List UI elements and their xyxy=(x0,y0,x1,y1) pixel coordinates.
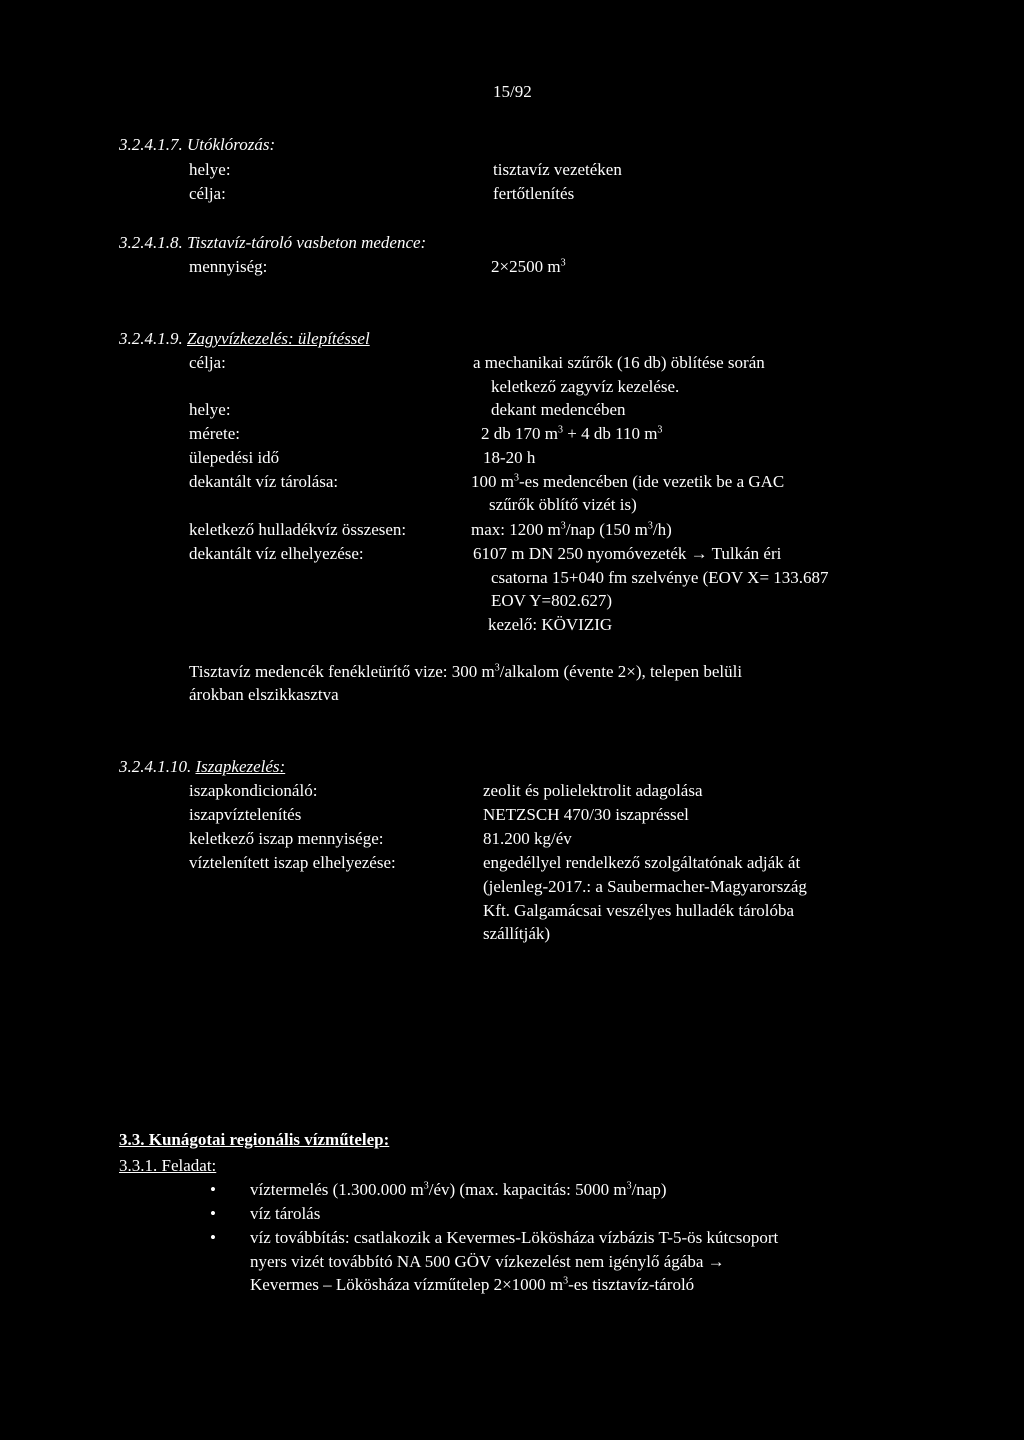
label-hulladekviz: keletkező hulladékvíz összesen: xyxy=(189,520,407,539)
value-iszap-elhelyezese-2: (jelenleg-2017.: a Saubermacher-Magyarország xyxy=(483,877,807,896)
value-ulepedesi-ido: 18-20 h xyxy=(483,448,536,467)
label-dekantalt-tarolas: dekantált víz tárolása: xyxy=(189,472,339,491)
value-iszapkondicionalo: zeolit és polielektrolit adagolása xyxy=(483,781,703,800)
list-item-viz-tovabbitas-1: víz továbbítás: csatlakozik a Kevermes-Lökösháza vízbázis T-5-ös kútcsoport xyxy=(250,1228,779,1247)
label-iszap-mennyisege: keletkező iszap mennyisége: xyxy=(189,829,384,848)
value-hulladekviz: max: 1200 $m^3$/nap (150 $m^3/h$) xyxy=(471,520,672,539)
value-celja: fertőtlenítés xyxy=(493,184,575,203)
label-helye: helye: xyxy=(189,160,231,179)
label-iszap-elhelyezese: víztelenített iszap elhelyezése: xyxy=(189,853,396,872)
value-dekantalt-tarolas-1: 100 $m^3-es$ medencében (ide vezetik be a GAC xyxy=(471,472,785,491)
page-number: 15/92 xyxy=(493,82,532,101)
value-elhelyezes-3: EOV Y=802.627) xyxy=(491,591,613,610)
label-mennyiseg: mennyiség: xyxy=(189,257,268,276)
label-zagy-helye: helye: xyxy=(189,400,231,419)
value-zagy-helye: dekant medencében xyxy=(491,400,626,419)
label-merete: mérete: xyxy=(189,424,240,443)
label-ulepedesi-ido: ülepedési idő xyxy=(189,448,280,467)
value-iszap-mennyisege: 81.200 kg/év xyxy=(483,829,572,848)
value-mennyiseg: 2×2500 $m^3$ xyxy=(491,257,566,276)
list-item-viz-tovabbitas-2: nyers vizét továbbító NA 500 GÖV vízkezelést nem igénylő ágába → xyxy=(250,1252,725,1271)
paragraph-fenekleurito-1: Tisztavíz medencék fenékleürítő vize: 300 $m^3$/alkalom (évente 2×), telepen belüli xyxy=(189,662,743,681)
value-iszap-elhelyezese-3: Kft. Galgamácsai veszélyes hulladék tárolóba xyxy=(483,901,795,920)
value-zagy-celja-2: keletkező zagyvíz kezelése. xyxy=(491,377,680,396)
paragraph-fenekleurito-2: árokban elszikkasztva xyxy=(189,685,339,704)
subheading-feladat: 3.3.1. Feladat: xyxy=(119,1156,217,1175)
label-celja: célja: xyxy=(189,184,226,203)
bullet-icon: • xyxy=(210,1204,216,1223)
value-merete: 2 db 170 $m^3 + 4$ db 110 $m^3$ xyxy=(481,424,663,443)
section-heading-zagyvizkezeles: 3.2.4.1.9. Zagyvízkezelés: ülepítéssel xyxy=(119,329,370,348)
value-elhelyezes-1: 6107 m DN 250 nyomóvezeték → Tulkán éri xyxy=(473,544,782,563)
value-iszapviztelenites: NETZSCH 470/30 iszapréssel xyxy=(483,805,689,824)
section-heading-tisztaviz-tarolo: 3.2.4.1.8. Tisztavíz-tároló vasbeton medence: xyxy=(119,233,427,252)
bullet-icon: • xyxy=(210,1228,216,1247)
label-iszapkondicionalo: iszapkondicionáló: xyxy=(189,781,318,800)
section-heading-kunagotai: 3.3. Kunágotai regionális vízműtelep: xyxy=(119,1130,390,1149)
label-zagy-celja: célja: xyxy=(189,353,226,372)
list-item-viztermeles: víztermelés (1.300.000 $m^3/év$) (max. kapacitás: 5000 $m^3/nap$) xyxy=(250,1180,667,1199)
list-item-viz-tovabbitas-3: Kevermes – Lökösháza vízműtelep 2×1000 $m^3-es$ tisztavíz-tároló xyxy=(250,1275,695,1294)
section-heading-utoklorozas: 3.2.4.1.7. Utóklórozás: xyxy=(119,135,276,154)
label-dekantalt-elhelyezes: dekantált víz elhelyezése: xyxy=(189,544,364,563)
section-heading-iszapkezeles: 3.2.4.1.10. Iszapkezelés: xyxy=(119,757,286,776)
value-elhelyezes-2: csatorna 15+040 fm szelvénye (EOV X= 133.687 xyxy=(491,568,829,587)
bullet-icon: • xyxy=(210,1180,216,1199)
value-helye: tisztavíz vezetéken xyxy=(493,160,622,179)
value-dekantalt-tarolas-2: szűrők öblítő vizét is) xyxy=(489,495,637,514)
value-iszap-elhelyezese-4: szállítják) xyxy=(483,924,551,943)
value-iszap-elhelyezese: engedéllyel rendelkező szolgáltatónak adják át xyxy=(483,853,801,872)
label-iszapviztelenites: iszapvíztelenítés xyxy=(189,805,302,824)
value-zagy-celja-1: a mechanikai szűrők (16 db) öblítése során xyxy=(473,353,765,372)
value-kezelo: kezelő: KÖVIZIG xyxy=(488,615,613,634)
list-item-viz-tarolas: víz tárolás xyxy=(250,1204,321,1223)
